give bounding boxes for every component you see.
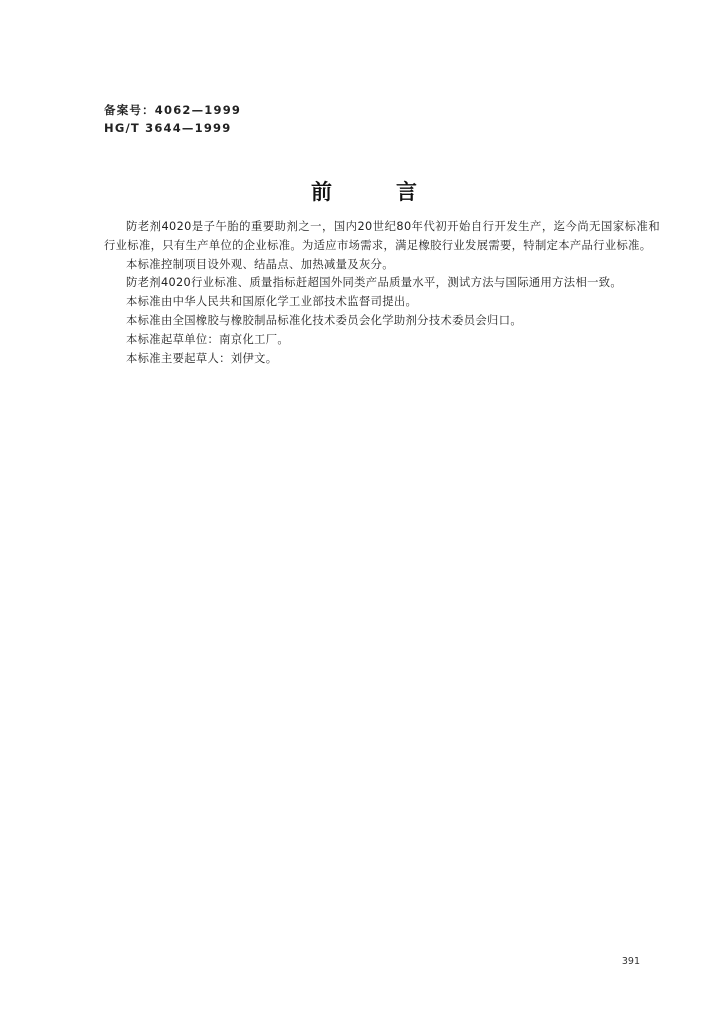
- page-title: 前言: [311, 179, 481, 204]
- paragraph: 本标准由中华人民共和国原化学工业部技术监督司提出。: [126, 295, 418, 309]
- paragraph: 本标准起草单位：南京化工厂。: [126, 332, 290, 346]
- paragraph: 本标准由全国橡胶与橡胶制品标准化技术委员会化学助剂分技术委员会归口。: [126, 313, 522, 327]
- filing-number: 备案号：4062—1999: [104, 103, 242, 117]
- page-number: 391: [621, 956, 640, 967]
- paragraph: 本标准控制项目设外观、结晶点、加热减量及灰分。: [126, 257, 394, 271]
- document-header: [104, 101, 241, 137]
- foreword-body: [104, 218, 660, 368]
- paragraph: 本标准主要起草人：刘伊文。: [126, 351, 278, 365]
- paragraph: 防老剂4020是子午胎的重要助剂之一，国内20世纪80年代初开始自行开发生产，迄今尚无国家标准和行业标准，只有生产单位的企业标准。为适应市场需求，满足橡胶行业发展需要，特制定本产品行业标准。: [104, 220, 660, 252]
- standard-code: HG/T 3644—1999: [104, 121, 232, 135]
- paragraph: 防老剂4020行业标准、质量指标赶超国外同类产品质量水平，测试方法与国际通用方法相一致。: [126, 276, 623, 290]
